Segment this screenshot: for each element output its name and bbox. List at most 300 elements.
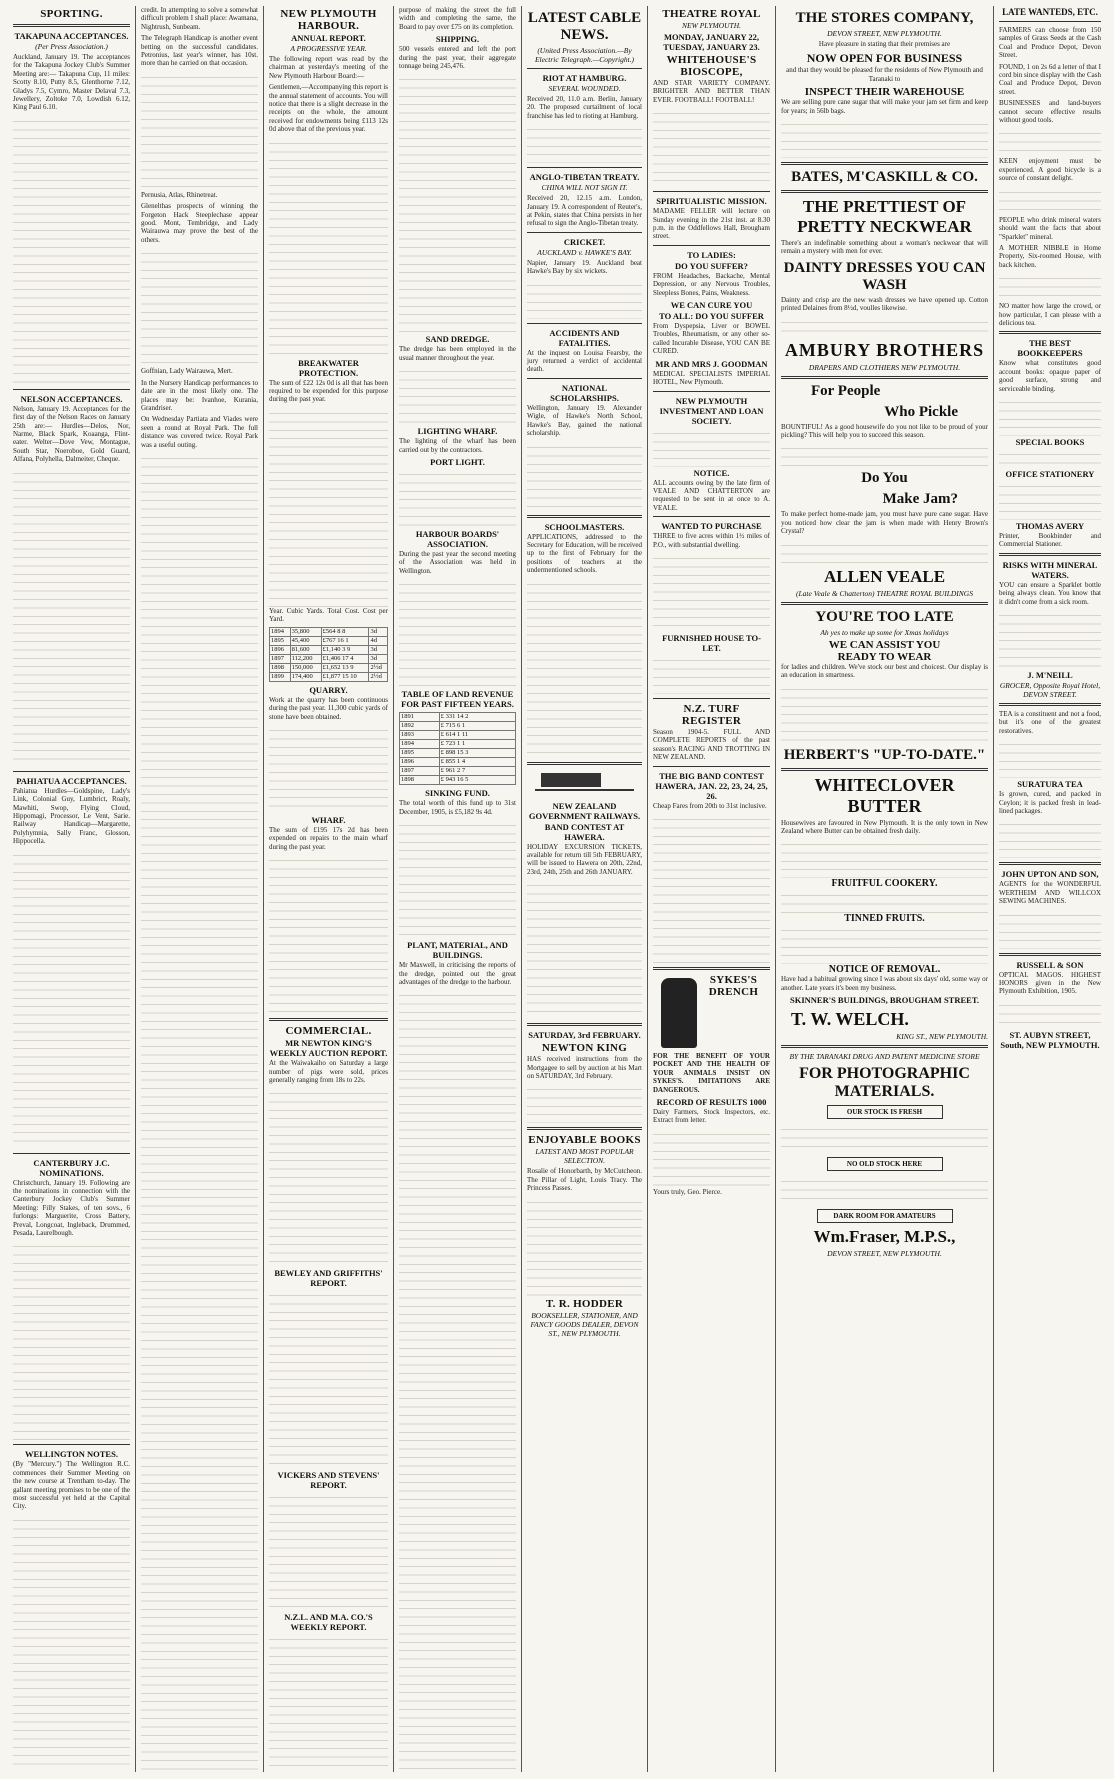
land-revenue-table <box>399 712 516 785</box>
ad-heading: SPIRITUALISTIC MISSION. <box>656 196 767 207</box>
divider <box>999 553 1101 556</box>
ad-heading: RECORD OF RESULTS 1000 <box>656 1097 767 1107</box>
table-row <box>270 636 388 645</box>
ad-text: Have had a habitual growing since I was about six days' old, some way or another. Late years it's been my business. <box>781 975 988 992</box>
ad-heading: MONDAY, JANUARY 22, TUESDAY, JANUARY 23. <box>663 32 760 52</box>
ad-heading: SURATURA TEA <box>1017 779 1083 790</box>
ad-heading: WE CAN ASSIST YOU <box>828 638 941 651</box>
theatre-heading: THEATRE ROYAL <box>662 8 761 20</box>
table-cell: 1899 <box>270 672 291 681</box>
article-heading: NATIONAL SCHOLARSHIPS. <box>550 382 619 403</box>
column-harbour <box>264 6 394 1772</box>
text-lines <box>141 452 258 1772</box>
article-subheading: CHINA WILL NOT SIGN IT. <box>541 183 628 193</box>
table-cell: 1898 <box>270 663 291 672</box>
divider <box>999 953 1101 956</box>
ad-text: FOR THE BENEFIT OF YOUR POCKET AND THE HEALTH OF YOUR ANIMALS INSIST ON SYKES'S. IMITATIONS ARE DANGEROUS. <box>653 1051 770 1094</box>
article-text: Wellington, January 19. Alexander Wigle, of Hawke's North School, Hawke's Bay, gained the national scholarship. <box>527 403 642 438</box>
ad-heading: SCHOOLMASTERS. <box>544 521 625 532</box>
table-cell: 1897 <box>270 654 291 663</box>
ad-heading: Who Pickle <box>884 403 958 420</box>
text-lines <box>999 818 1101 858</box>
ad-text: Know what constitutes good account books: opaque paper of good surface, strong and serviceable binding. <box>999 359 1101 393</box>
article-text: Pahiatua Hurdles—Goldspine, Lady's Link, Colonial Guy, Lumbrict, Roaly, Mawhiti, Swop, Flying Cloud, Hippomagi, Processor, Le Vent, Sarie. Railway Handicap—Margarette, Polyhymnia, Sally Franc, Glosson, Hippocella. <box>13 786 130 846</box>
table-cell: 3d <box>369 627 388 636</box>
ad-text: Cheap Fares from 20th to 31st inclusive. <box>653 801 767 810</box>
article-subheading: BREAKWATER PROTECTION. <box>298 357 359 378</box>
table-cell: 4d <box>369 636 388 645</box>
table-cell: £564 8 8 <box>321 627 369 636</box>
article-subheading: N.Z.L. AND M.A. CO.'S WEEKLY REPORT. <box>284 1612 373 1633</box>
table-cell: £1,652 13 9 <box>321 663 369 672</box>
table-cell: 1898 <box>400 776 440 785</box>
text-lines <box>527 123 642 163</box>
table-cell: £1,140 3 9 <box>321 645 369 654</box>
text-lines <box>269 407 388 607</box>
table-cell: £ 961 2 7 <box>439 767 515 776</box>
table-cell: £ 331 14 2 <box>439 713 515 722</box>
drench-bottle-illustration <box>661 978 697 1048</box>
ad-text: FROM Headaches, Backache, Mental Depression, or any Nervous Troubles, Sleepless Bones, Pains, Weakness. <box>653 271 770 297</box>
ad-subheading: NEW PLYMOUTH. <box>681 21 742 30</box>
ambury-brothers-heading: AMBURY BROTHERS <box>784 339 985 360</box>
table-cell: 1895 <box>400 749 440 758</box>
table-cell: 2½d <box>369 663 388 672</box>
ad-text: AND STAR VARIETY COMPANY. BRIGHTER AND BETTER THAN EVER. FOOTBALL! FOOTBALL! <box>653 79 770 104</box>
divider <box>269 1018 388 1021</box>
article-text: Received 20, 11.0 a.m. Berlin, January 20. The proposed curtailment of local franchise has led to rioting at Hamburg. <box>527 95 642 120</box>
table-row <box>400 713 516 722</box>
table-cell: £ 723 1 1 <box>439 740 515 749</box>
ad-text: Yours truly, Geo. Pierce. <box>653 1187 722 1196</box>
text-lines <box>527 1196 642 1296</box>
ad-text: FOUND, 1 on 2s 6d a letter of that I cord bin since display with the Cash Coal and Produce Depot, Devon street. <box>999 62 1101 96</box>
column-racing-notes <box>136 6 264 1772</box>
article-text: The sum of £22 12s 0d is all that has been required to be expended for this purpose during the past year. <box>269 378 388 404</box>
column-harbour-cont <box>394 6 522 1772</box>
ad-subheading: BOOKSELLER, STATIONER, AND FANCY GOODS DEALER, DEVON ST., NEW PLYMOUTH. <box>530 1310 639 1338</box>
article-subheading: VICKERS AND STEVENS' REPORT. <box>277 1470 380 1491</box>
ad-heading: FRUITFUL COOKERY. <box>831 878 938 890</box>
article-text: During the past year the second meeting of the Association was held in Wellington. <box>399 550 516 575</box>
divider <box>13 1153 130 1154</box>
divider <box>653 698 770 699</box>
text-lines <box>781 924 988 964</box>
divider <box>13 389 130 390</box>
text-lines <box>269 1491 388 1611</box>
divider <box>527 762 642 765</box>
article-subheading: AUCKLAND v. HAWKE'S BAY. <box>537 247 632 257</box>
ad-heading: BAND CONTEST AT HAWERA. <box>544 821 625 842</box>
table-cell: 1894 <box>270 627 291 636</box>
table-row <box>400 749 516 758</box>
text-lines <box>781 539 988 563</box>
ad-text: Housewives are favoured in New Plymouth. It is the only town in New Zealand where Butter can be obtained fresh daily. <box>781 818 988 835</box>
table-row <box>400 722 516 731</box>
table-row <box>270 627 388 636</box>
ad-text: BUSINESSES and land-buyers cannot secure effective results without good tools. <box>999 99 1101 125</box>
ad-heading: J. M'NEILL <box>1027 670 1073 680</box>
article-text: Nelson, January 19. Acceptances for the first day of the Nelson Races on January 25th are:— Hurdles—Delos, Nor, Narme, Black Spark, Koaanga, Flint-eater. Welter—Dove Vew, Montague, South Star, Noeroboe, Gold Guard, Alfana, Polyhella, Dalmeiter, Cheque. <box>13 404 130 464</box>
table-cell: 3d <box>369 654 388 663</box>
table-cell: £ 898 15 3 <box>439 749 515 758</box>
ad-subheading: DEVON STREET, NEW PLYMOUTH. <box>827 29 942 38</box>
table-cell: 45,400 <box>290 636 321 645</box>
ad-text: Have pleasure in stating that their premises are <box>818 40 951 48</box>
ad-heading: N.Z. TURF REGISTER <box>681 702 742 727</box>
divider <box>999 862 1101 865</box>
article-heading: WELLINGTON NOTES. <box>25 1449 118 1460</box>
ad-heading: Do You <box>861 470 908 487</box>
article-subheading: SEVERAL WOUNDED. <box>548 84 621 93</box>
article-subheading: SAND DREDGE. <box>425 334 490 345</box>
article-subheading: TABLE OF LAND REVENUE FOR PAST FIFTEEN YEARS. <box>401 689 514 710</box>
ad-heading: SPECIAL BOOKS <box>1015 436 1085 447</box>
ad-heading: TINNED FRUITS. <box>844 913 925 925</box>
text-lines <box>999 186 1101 216</box>
article-text: Gentlemen,—Accompanying this report is the annual statement of accounts. You will notice that there is a slight decrease in the receipts on the whole, the amount received for endowments being £113 12s 0d above that of the previous year. <box>269 83 388 134</box>
ad-heading: WE CAN CURE YOU <box>670 300 753 311</box>
divider <box>999 21 1101 22</box>
ad-subheading: (Late Veale & Chatterton) THEATRE ROYAL BUILDINGS <box>796 588 973 598</box>
article-heading: PAHIATUA ACCEPTANCES. <box>16 775 127 786</box>
article-subheading: MR NEWTON KING'S WEEKLY AUCTION REPORT. <box>269 1038 388 1059</box>
ad-heading: Make Jam? <box>882 491 958 508</box>
table-cell: 1893 <box>400 731 440 740</box>
article-text: On Wednesday Partiata and Viades were seen a round at Royal Park. The full distance was covered twice. Royal Park was a useful outing. <box>141 415 258 449</box>
text-lines <box>269 1087 388 1267</box>
divider <box>527 68 642 69</box>
article-source: (United Press Association.—By Electric Telegraph.—Copyright.) <box>534 46 635 64</box>
text-lines <box>399 819 516 939</box>
table-cell: £ 614 1 11 <box>439 731 515 740</box>
article-text: Goffnian, Lady Wairauwa, Mert. <box>141 367 233 376</box>
article-source: (Per Press Association.) <box>35 42 108 51</box>
article-text: Mr Maxwell, in criticising the reports of the dredge, pointed out the great advantages of the dredge to the harbour. <box>399 961 516 986</box>
text-lines <box>999 609 1101 669</box>
ad-subheading: KING ST., NEW PLYMOUTH. <box>896 1032 988 1042</box>
harbour-heading: NEW PLYMOUTH HARBOUR. <box>280 8 377 32</box>
ad-text: There's an indefinable something about a woman's neckwear that will remain a mystery with men for ever. <box>781 239 988 256</box>
photographic-heading: FOR PHOTOGRAPHIC MATERIALS. <box>799 1065 970 1101</box>
table-row <box>270 663 388 672</box>
divider <box>653 391 770 392</box>
ad-heading: NOW OPEN FOR BUSINESS <box>806 51 963 66</box>
ad-text: MEDICAL SPECIALISTS IMPERIAL HOTEL, New Plymouth. <box>653 369 770 387</box>
bates-mcaskill-heading: BATES, M'CASKILL & CO. <box>791 169 978 186</box>
text-lines <box>999 480 1101 520</box>
divider <box>13 771 130 772</box>
table-row <box>400 776 516 785</box>
ad-heading: TO LADIES: <box>687 249 736 260</box>
column-sporting <box>8 6 136 1772</box>
divider <box>527 378 642 379</box>
table-row <box>270 645 388 654</box>
dark-room-box: DARK ROOM FOR AMATEURS <box>817 1209 953 1223</box>
text-lines <box>999 396 1101 436</box>
table-cell: 1896 <box>270 645 291 654</box>
ad-text: Dairy Farmers, Stock Inspectors, etc. Extract from letter. <box>653 1108 770 1125</box>
table-cell: 112,200 <box>290 654 321 663</box>
table-cell: 1896 <box>400 758 440 767</box>
table-cell: 174,400 <box>290 672 321 681</box>
article-subheading: HARBOUR BOARDS' ASSOCIATION. <box>415 529 500 550</box>
text-lines <box>653 107 770 187</box>
ad-heading: ENJOYABLE BOOKS <box>528 1134 641 1147</box>
article-subheading: A PROGRESSIVE YEAR. <box>290 44 367 53</box>
ad-text: Is grown, cured, and packed in Ceylon; it is packed fresh in lead-lined packages. <box>999 790 1101 816</box>
text-lines <box>653 813 770 963</box>
article-text: purpose of making the street the full width and completing the same, the Board to pay over £75 on its completion. <box>399 6 516 31</box>
ad-heading: INSPECT THEIR WAREHOUSE <box>804 86 965 99</box>
text-lines <box>269 1633 388 1772</box>
divider <box>999 703 1101 706</box>
article-subheading: PLANT, MATERIAL, AND BUILDINGS. <box>407 940 508 961</box>
ad-text: YOU can ensure a Sparklet bottle being always clean. You know that it didn't come from a sick room. <box>999 580 1101 606</box>
text-lines <box>269 854 388 1014</box>
text-lines <box>999 448 1101 468</box>
article-text: (By "Mercury.") The Wellington R.C. commences their Summer Meeting on the new course at Trentham to-day. The gallant meeting promises to be one of the most successful yet held at the Capital City. <box>13 1460 130 1511</box>
ad-text: AGENTS for the WONDERFUL WERTHEIM AND WILLCOX SEWING MACHINES. <box>999 880 1101 906</box>
ad-heading: THE BEST BOOKKEEPERS <box>1017 338 1083 359</box>
ad-heading: THE PRETTIEST OF PRETTY NECKWEAR <box>797 197 972 237</box>
table-cell: 3d <box>369 645 388 654</box>
ad-text: Dainty and crisp are the new wash dresses we have opened up. Cotton printed Delaines from 8½d, voulles likewise. <box>781 295 988 313</box>
allen-veale-heading: ALLEN VEALE <box>823 566 946 586</box>
article-heading: ACCIDENTS AND FATALITIES. <box>549 327 620 348</box>
divider <box>781 1045 988 1048</box>
article-heading: CRICKET. <box>563 236 606 247</box>
text-lines <box>13 467 130 767</box>
table-row <box>270 654 388 663</box>
text-lines <box>399 578 516 688</box>
text-lines <box>653 654 770 694</box>
column-late-wanteds <box>994 6 1106 1772</box>
whiteclover-butter-heading: WHITECLOVER BUTTER <box>814 774 955 816</box>
table-row <box>400 740 516 749</box>
fraser-heading: Wm.Fraser, M.P.S., <box>813 1227 956 1247</box>
cable-news-heading: LATEST CABLE NEWS. <box>527 10 642 43</box>
column-cable-news <box>522 6 648 1772</box>
article-text: The following report was read by the chairman at yesterday's meeting of the New Plymouth Harbour Board:— <box>269 55 388 80</box>
table-row <box>270 672 388 681</box>
article-text: Napier, January 19. Auckland beat Hawke's Bay by six wickets. <box>527 258 642 276</box>
text-lines <box>13 115 130 385</box>
article-text: The dredge has been employed in the usual manner throughout the year. <box>399 345 516 362</box>
ad-heading: FURNISHED HOUSE TO-LET. <box>662 632 761 653</box>
text-lines <box>781 316 988 336</box>
divider <box>527 1023 642 1026</box>
ad-heading: READY TO WEAR <box>837 650 932 663</box>
ad-text: and that they would be pleased for the residents of New Plymouth and Taranaki to <box>786 66 983 83</box>
ad-subheading: GROCER, Opposite Royal Hotel, DEVON STREET. <box>999 681 1101 699</box>
stores-company-heading: THE STORES COMPANY, <box>795 10 974 26</box>
table-cell: 1891 <box>400 713 440 722</box>
text-lines <box>527 578 642 758</box>
text-lines <box>653 427 770 467</box>
text-lines <box>269 724 388 814</box>
divider <box>999 331 1101 334</box>
article-text: At the inquest on Louisa Fearsby, the jury returned a verdict of accidental death. <box>527 348 642 374</box>
text-lines <box>527 879 642 1019</box>
text-lines <box>269 1289 388 1469</box>
text-lines <box>781 683 988 743</box>
divider <box>781 162 988 165</box>
article-subheading: WHARF. <box>311 814 346 825</box>
ad-text: BOUNTIFUL! As a good housewife do you not like to be proud of your pickling? This will help you to succeed this season. <box>781 422 988 440</box>
ad-heading: ST. AUBYN STREET, South, NEW PLYMOUTH. <box>1000 1029 1100 1050</box>
ad-heading: NEWTON KING <box>541 1042 628 1055</box>
article-text: 500 vessels entered and left the port during the past year, their aggregate tonnage being 245,476. <box>399 45 516 71</box>
ad-text: APPLICATIONS, addressed to the Secretary for Education, will be received up to the first of February for the positions of teachers at the undermentioned schools. <box>527 532 642 575</box>
text-lines <box>781 838 988 878</box>
text-lines <box>781 118 988 158</box>
ad-heading: SKINNER'S BUILDINGS, BROUGHAM STREET. <box>789 995 979 1006</box>
ad-text: Rosalie of Honorbarth, by McCutcheon. The Pillar of Light, Louis Tracy. The Princess Passes. <box>527 1167 642 1193</box>
article-subheading: PORT LIGHT. <box>430 457 485 468</box>
text-lines <box>999 738 1101 778</box>
ad-text: HOLIDAY EXCURSION TICKETS, available for return till 5th FEBRUARY, will be issued to Hawera on 20th, 22nd, 23rd, 24th, 25th and 26th JANUARY. <box>527 842 642 876</box>
ad-text: ALL accounts owing by the late firm of VEALE AND CHATTERTON are requested to be sent in at once to A. VEALE. <box>653 478 770 512</box>
text-lines <box>653 552 770 632</box>
ad-subheading: DEVON STREET, NEW PLYMOUTH. <box>827 1249 942 1259</box>
ad-text: Printer, Bookbinder and Commercial Stationer. <box>999 531 1101 549</box>
article-heading: CANTERBURY J.C. NOMINATIONS. <box>33 1157 110 1178</box>
article-subheading: SHIPPING. <box>435 34 480 45</box>
text-lines <box>781 1175 988 1205</box>
text-lines <box>527 1083 642 1123</box>
table-cell: 1894 <box>400 740 440 749</box>
ad-text: THREE to five acres within 1½ miles of P.O., with substantial dwelling. <box>653 532 770 549</box>
article-subheading: BEWLEY AND GRIFFITHS' REPORT. <box>274 1268 383 1289</box>
ad-heading: WHITEHOUSE'S BIOSCOPE, <box>666 54 757 78</box>
text-lines <box>399 468 516 528</box>
table-cell: 2½d <box>369 672 388 681</box>
table-caption: Year. Cubic Yards. Total Cost. Cost per Yard. <box>269 606 388 624</box>
article-text: The lighting of the wharf has been carried out by the contractors. <box>399 437 516 454</box>
ad-heading: For People <box>811 382 881 399</box>
text-lines <box>141 71 258 191</box>
ad-heading: SATURDAY, 3rd FEBRUARY. <box>528 1030 641 1041</box>
text-lines <box>999 909 1101 949</box>
text-lines <box>781 1123 988 1153</box>
table-cell: £ 715 6 1 <box>439 722 515 731</box>
text-lines <box>13 1514 130 1772</box>
ad-text: MADAME FELLER will lecture on Sunday evening in the 21st inst. at 8.30 p.m. in the Oddfellows Hall, Brougham street. <box>653 207 770 241</box>
table-cell: 1892 <box>400 722 440 731</box>
ad-text: To make perfect home-made jam, you must have pure cane sugar. Have you noticed how clear the jam is when made with Henry Brown's Crystal? <box>781 510 988 536</box>
table-cell: 35,800 <box>290 627 321 636</box>
table-cell: £ 943 16 5 <box>439 776 515 785</box>
text-lines <box>781 442 988 466</box>
ad-heading: JOHN UPTON AND SON, <box>1001 869 1099 880</box>
text-lines <box>781 889 988 913</box>
article-text: Pernusia, Atlas, Rhinetreat. <box>141 190 218 199</box>
ad-text: We are selling pure cane sugar that will make your jam set firm and keep for years; in 56lb bags. <box>781 98 988 115</box>
ad-subheading: Ah yes to make up some for Xmas holidays <box>820 627 949 637</box>
text-lines <box>141 247 258 367</box>
divider <box>527 1127 642 1130</box>
no-old-stock-box: NO OLD STOCK HERE <box>827 1157 943 1171</box>
text-lines <box>269 137 388 357</box>
ad-text: A MOTHER NIBBLE in Home Property, Six-roomed House, with back kitchen. <box>999 243 1101 269</box>
ad-heading: NEW PLYMOUTH INVESTMENT AND LOAN SOCIETY. <box>659 395 764 426</box>
divider <box>653 766 770 767</box>
ad-text: KEEN enjoyment must be experienced. A good bicycle is a source of constant delight. <box>999 157 1101 183</box>
table-cell: £767 16 1 <box>321 636 369 645</box>
divider <box>527 323 642 324</box>
table-cell: £ 855 1 4 <box>439 758 515 767</box>
text-lines <box>399 989 516 1772</box>
article-subheading: QUARRY. <box>309 684 348 695</box>
text-lines <box>653 1128 770 1188</box>
table-cell: £1,877 15 10 <box>321 672 369 681</box>
table-cell: £1,406 17 4 <box>321 654 369 663</box>
ad-heading: NEW ZEALAND GOVERNMENT RAILWAYS. <box>528 800 641 821</box>
table-row <box>400 731 516 740</box>
ad-text: From Dyspepsia, Liver or BOWEL Troubles, Rheumatism, or any other so-called Incurable Disease, YOU CAN BE CURED. <box>653 322 770 356</box>
ad-text: PEOPLE who drink mineral waters should want the facts that about "Sparklet" mineral. <box>999 215 1101 241</box>
ad-subheading: BY THE TARANAKI DRUG AND PATENT MEDICINE STORE <box>789 1052 980 1062</box>
ad-text: TEA is a constituent and not a food, but it's one of the greatest restoratives. <box>999 710 1101 735</box>
divider <box>781 768 988 771</box>
article-text: Christchurch, January 19. Following are the nominations in connection with the Canterbury Jockey Club's Summer Meeting: Filly Stakes, of ten sovs., 6 furlongs: Marguerite, Cross Battery, Preval, Longcoat, Ingleback, Drummed, Pesada, Laurelbough. <box>13 1178 130 1237</box>
text-lines <box>999 999 1101 1029</box>
divider <box>781 376 988 379</box>
table-cell: 81,600 <box>290 645 321 654</box>
commercial-heading: COMMERCIAL. <box>285 1025 372 1038</box>
text-lines <box>399 365 516 425</box>
ad-heading: THOMAS AVERY <box>1015 520 1085 531</box>
text-lines <box>399 73 516 333</box>
ad-heading: THE BIG BAND CONTEST HAWERA, JAN. 22, 23, 24, 25, 26. <box>655 770 768 801</box>
article-heading: ANGLO-TIBETAN TREATY. <box>529 172 640 183</box>
ad-subheading: LATEST AND MOST POPULAR SELECTION. <box>535 1147 634 1166</box>
ad-heading: NOTICE. <box>693 467 730 478</box>
article-heading: TAKAPUNA ACCEPTANCES. <box>14 31 129 41</box>
text-lines <box>999 127 1101 157</box>
text-lines <box>13 1240 130 1440</box>
divider <box>653 245 770 246</box>
tw-welch-heading: T. W. WELCH. <box>791 1009 909 1030</box>
divider <box>653 967 770 970</box>
text-lines <box>13 849 130 1149</box>
table-cell: 1895 <box>270 636 291 645</box>
divider <box>653 191 770 192</box>
article-heading: RIOT AT HAMBURG. <box>542 73 627 83</box>
ad-text: OPTICAL MAGOS. HIGHEST HONORS given in the New Plymouth Exhibition, 1905. <box>999 970 1101 996</box>
column-advertisements <box>776 6 994 1772</box>
divider <box>781 602 988 605</box>
divider <box>781 190 988 193</box>
ad-text: HAS received instructions from the Mortgagee to sell by auction at his Mart on SATURDAY, 3rd February. <box>527 1055 642 1080</box>
sporting-heading: SPORTING. <box>40 8 103 20</box>
ad-heading: RUSSELL & SON <box>1016 959 1084 970</box>
ad-subheading: DRAPERS AND CLOTHIERS NEW PLYMOUTH. <box>808 362 961 372</box>
text-lines <box>999 272 1101 302</box>
ad-text: Season 1904-5. FULL AND COMPLETE REPORTS of the past season's RACING AND TROTTING IN NEW ZEALAND. <box>653 727 770 762</box>
article-text: Received 20, 12.15 a.m. London, January 19. A correspondent of Reuter's, at Pekin, states that China persists in her refusal to sign the Anglo-Tibetan treaty. <box>527 194 642 228</box>
ad-heading: DO YOU SUFFER? <box>675 260 748 271</box>
fresh-stock-box: OUR STOCK IS FRESH <box>827 1105 943 1119</box>
text-lines <box>527 279 642 319</box>
divider <box>527 167 642 168</box>
article-text: Work at the quarry has been continuous during the past year. 11,300 cubic yards of stone have been obtained. <box>269 695 388 721</box>
divider <box>527 515 642 518</box>
divider <box>13 24 130 27</box>
train-illustration <box>535 769 634 797</box>
article-heading: NELSON ACCEPTANCES. <box>20 393 123 404</box>
